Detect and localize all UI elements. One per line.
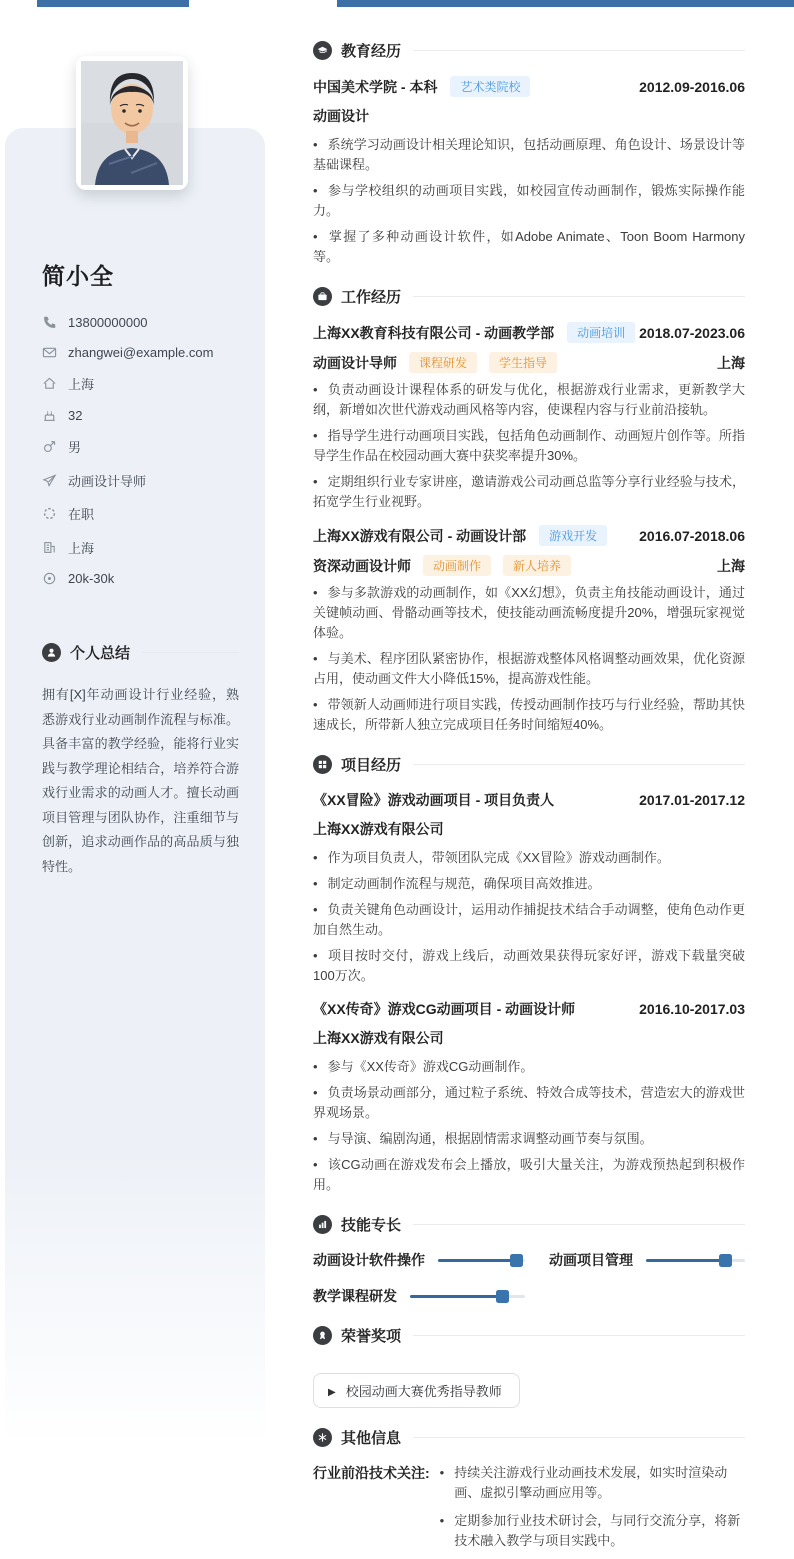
grid-icon	[313, 755, 332, 774]
divider-line	[142, 652, 239, 653]
contact-position	[42, 471, 239, 490]
skill-item	[549, 1250, 745, 1270]
section-other	[313, 1427, 745, 1559]
honor-item-button[interactable]	[313, 1373, 520, 1408]
honor-label: 校园动画大赛优秀指导教师	[345, 1384, 502, 1399]
bullet-item: • 系统学习动画设计相关理论知识，包括动画原理、角色设计、场景设计等基础课程。	[313, 135, 745, 175]
work-bullets	[313, 583, 745, 735]
graduation-cap-icon	[313, 41, 332, 60]
person-icon	[42, 643, 61, 662]
divider-line	[413, 1335, 745, 1336]
resume-main	[313, 0, 745, 1559]
contact-gender-text: 男	[68, 440, 82, 455]
slider-handle[interactable]	[496, 1290, 509, 1303]
contact-city	[42, 538, 239, 557]
projects-section-header	[313, 754, 745, 775]
other-bullet-text: 定期参加行业技术研讨会，与同行交流分享，将新技术融入教学与项目实践中。	[454, 1513, 741, 1548]
contact-city-text: 上海	[68, 540, 95, 556]
role-tag: 学生指导	[489, 352, 557, 373]
summary-title: 个人总结	[70, 645, 131, 662]
project-company: 上海XX游戏有限公司	[313, 821, 444, 837]
project-company: 上海XX游戏有限公司	[313, 1030, 444, 1046]
role-name: 动画设计导师	[313, 354, 397, 371]
bullet-item: • 负责场景动画部分，通过粒子系统、特效合成等技术，营造宏大的游戏世界观场景。	[313, 1083, 745, 1123]
work-title: 工作经历	[341, 289, 402, 306]
project-name: 《XX传奇》游戏CG动画项目 - 动画设计师	[313, 1001, 576, 1017]
contact-job-status	[42, 504, 239, 523]
bullet-item: • 参与多款游戏的动画制作，如《XX幻想》，负责主角技能动画设计，通过关键帧动画、骨骼动画等技术，使技能动画流畅度提升20%，增强玩家视觉体验。	[313, 583, 745, 643]
company-name: 上海XX教育科技有限公司 - 动画教学部	[313, 324, 555, 341]
contact-age	[42, 408, 239, 423]
project-bullets	[313, 1057, 745, 1195]
other-title: 其他信息	[341, 1430, 402, 1447]
divider-line	[413, 1437, 745, 1438]
skill-label: 动画设计软件操作	[313, 1252, 425, 1268]
skill-label: 教学课程研发	[313, 1288, 397, 1304]
bullet-item: • 作为项目负责人，带领团队完成《XX冒险》游戏动画制作。	[313, 848, 745, 868]
contact-salary-text: 20k-30k	[68, 571, 115, 586]
phone-icon	[42, 315, 57, 330]
play-icon	[328, 1383, 336, 1398]
salary-icon	[42, 571, 57, 586]
work-date: 2018.07-2023.06	[639, 324, 745, 341]
bullet-dot	[440, 1463, 445, 1503]
other-label: 行业前沿技术关注:	[313, 1465, 430, 1481]
contact-email-text: zhangwei@example.com	[68, 344, 214, 360]
asterisk-icon	[313, 1428, 332, 1447]
avatar	[81, 61, 183, 185]
bullet-item: • 定期组织行业专家讲座，邀请游戏公司动画总监等分享行业经验与技术，拓宽学生行业视野。	[313, 472, 745, 512]
slider-handle[interactable]	[510, 1254, 523, 1267]
bullet-item: • 该CG动画在游戏发布会上播放，吸引大量关注，为游戏预热起到积极作用。	[313, 1155, 745, 1195]
age-icon	[42, 408, 57, 423]
section-work	[313, 286, 745, 735]
work-bullets	[313, 380, 745, 512]
skill-item	[313, 1250, 525, 1270]
mail-icon	[42, 345, 57, 360]
contact-home	[42, 374, 239, 393]
industry-tag: 游戏开发	[539, 525, 607, 546]
school-type-tag: 艺术类院校	[450, 76, 530, 97]
medal-icon	[313, 1326, 332, 1345]
divider-line	[413, 1224, 745, 1225]
project-entry	[313, 999, 745, 1195]
work-section-header	[313, 286, 745, 307]
company-name: 上海XX游戏有限公司 - 动画设计部	[313, 527, 527, 544]
section-education	[313, 40, 745, 267]
skill-label: 动画项目管理	[549, 1252, 633, 1268]
other-bullet	[440, 1463, 745, 1503]
divider-line	[413, 50, 745, 51]
contact-job-status-text: 在职	[68, 507, 95, 522]
bullet-item: • 带领新人动画师进行项目实践，传授动画制作技巧与行业经验，帮助其快速成长，所带新人独立完成项目任务时间缩短40%。	[313, 695, 745, 735]
city-icon	[42, 540, 57, 555]
divider-line	[413, 296, 745, 297]
job-status-icon	[42, 506, 57, 521]
contact-gender	[42, 437, 239, 456]
project-date: 2016.10-2017.03	[639, 1001, 745, 1017]
bullet-item: • 负责动画设计课程体系的研发与优化，根据游戏行业需求，更新教学大纲，新增如次世代游戏动画风格等内容，使课程内容与行业前沿接轨。	[313, 380, 745, 420]
work-date: 2016.07-2018.06	[639, 527, 745, 544]
summary-section-header	[42, 642, 239, 663]
home-icon	[42, 376, 57, 391]
project-entry	[313, 790, 745, 986]
bar-chart-icon	[313, 1215, 332, 1234]
summary-text: 拥有[X]年动画设计行业经验，熟悉游戏行业动画制作流程与标准。具备丰富的教学经验，能将行业实践与教学理论相结合，培养符合游戏行业需求的动画人才。擅长动画项目管理与团队协作，注重细节与创新，追求动画作品的高品质与独特性。	[42, 687, 239, 874]
skill-slider[interactable]	[438, 1254, 525, 1267]
education-bullets	[313, 135, 745, 267]
contact-phone	[42, 315, 239, 330]
sidebar	[5, 128, 265, 1444]
gender-icon	[42, 439, 57, 454]
bullet-item: • 参与学校组织的动画项目实践，如校园宣传动画制作，锻炼实际操作能力。	[313, 181, 745, 221]
briefcase-icon	[313, 287, 332, 306]
work-entry	[313, 525, 745, 735]
bullet-item: • 与美术、程序团队紧密协作，根据游戏整体风格调整动画效果，优化资源占用，使动画文件大小降低15%，提高游戏性能。	[313, 649, 745, 689]
other-bullet	[440, 1511, 745, 1551]
bullet-item: • 项目按时交付，游戏上线后，动画效果获得玩家好评，游戏下载量突破100万次。	[313, 946, 745, 986]
contact-phone-text: 13800000000	[68, 315, 148, 330]
contact-position-text: 动画设计导师	[68, 473, 147, 489]
skill-slider[interactable]	[646, 1254, 745, 1267]
skill-item	[313, 1286, 525, 1306]
bullet-item: • 制定动画制作流程与规范，确保项目高效推进。	[313, 874, 745, 894]
skills-title: 技能专长	[341, 1217, 402, 1234]
honors-section-header	[313, 1325, 745, 1346]
major-name: 动画设计	[313, 108, 369, 124]
project-bullets	[313, 848, 745, 986]
education-date: 2012.09-2016.06	[639, 78, 745, 95]
bullet-item: • 指导学生进行动画项目实践，包括角色动画制作、动画短片创作等。所指导学生作品在校园动画大赛中获奖率提升30%。	[313, 426, 745, 466]
other-bullet-text: 持续关注游戏行业动画技术发展，如实时渲染动画、虚拟引擎动画应用等。	[454, 1465, 728, 1500]
school-name: 中国美术学院 - 本科	[313, 78, 438, 95]
contact-home-text: 上海	[68, 377, 95, 392]
bullet-item: • 参与《XX传奇》游戏CG动画制作。	[313, 1057, 745, 1077]
contact-age-text: 32	[68, 407, 83, 423]
role-name: 资深动画设计师	[313, 557, 411, 574]
work-entry	[313, 322, 745, 512]
other-info-row	[313, 1463, 745, 1559]
candidate-name: 简小全	[42, 263, 114, 289]
bullet-item: • 负责关键角色动画设计，运用动作捕捉技术结合手动调整，使角色动作更加自然生动。	[313, 900, 745, 940]
section-honors	[313, 1325, 745, 1408]
role-tag: 课程研发	[409, 352, 477, 373]
work-location: 上海	[717, 354, 745, 371]
skills-section-header	[313, 1214, 745, 1235]
education-section-header	[313, 40, 745, 61]
profile-photo	[76, 56, 188, 190]
projects-title: 项目经历	[341, 757, 402, 774]
bullet-item: • 掌握了多种动画设计软件，如Adobe Animate、Toon Boom Harmony等。	[313, 227, 745, 267]
work-location: 上海	[717, 557, 745, 574]
industry-tag: 动画培训	[567, 322, 635, 343]
contact-email	[42, 345, 239, 360]
divider-line	[413, 764, 745, 765]
bullet-item: • 与导演、编剧沟通，根据剧情需求调整动画节奏与氛围。	[313, 1129, 745, 1149]
skills-grid	[313, 1250, 745, 1306]
position-icon	[42, 473, 57, 488]
honors-title: 荣誉奖项	[341, 1328, 402, 1345]
top-accent-bar-left	[37, 0, 189, 7]
other-section-header	[313, 1427, 745, 1448]
contact-salary	[42, 571, 239, 586]
slider-handle[interactable]	[719, 1254, 732, 1267]
section-projects	[313, 754, 745, 1195]
contact-list	[42, 315, 239, 586]
education-title: 教育经历	[341, 43, 402, 60]
other-list	[440, 1463, 745, 1559]
project-date: 2017.01-2017.12	[639, 792, 745, 808]
bullet-dot	[440, 1511, 445, 1551]
role-tag: 动画制作	[423, 555, 491, 576]
role-tag: 新人培养	[503, 555, 571, 576]
skill-slider[interactable]	[410, 1290, 525, 1303]
project-name: 《XX冒险》游戏动画项目 - 项目负责人	[313, 792, 555, 808]
section-skills	[313, 1214, 745, 1306]
